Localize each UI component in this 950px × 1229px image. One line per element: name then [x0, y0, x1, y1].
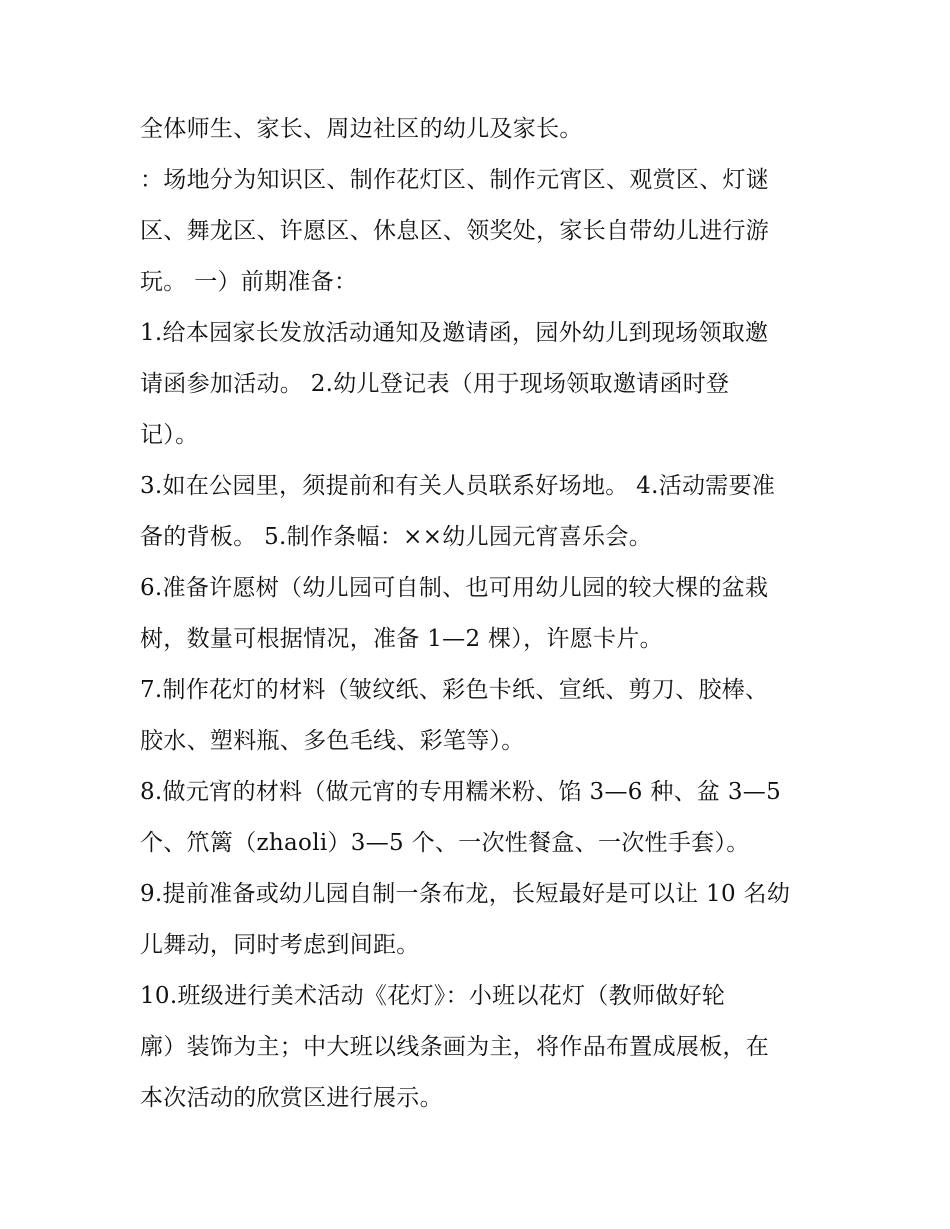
text-line: 7.制作花灯的材料（皱纹纸、彩色卡纸、宣纸、剪刀、胶棒、 — [140, 677, 769, 703]
text-line: ：场地分为知识区、制作花灯区、制作元宵区、观赏区、灯谜 — [140, 167, 770, 193]
text-line: 9.提前准备或幼儿园自制一条布龙，长短最好是可以让 10 名幼 — [140, 881, 791, 907]
text-line: 1.给本园家长发放活动通知及邀请函，园外幼儿到现场领取邀 — [140, 320, 769, 346]
text-line: 3.如在公园里，须提前和有关人员联系好场地。 4.活动需要准 — [140, 473, 776, 499]
text-line: 胶水、塑料瓶、多色毛线、彩笔等）。 — [140, 728, 525, 754]
text-line: 全体师生、家长、周边社区的幼儿及家长。 — [140, 116, 583, 142]
text-line: 备的背板。 5.制作条幅：××幼儿园元宵喜乐会。 — [140, 524, 652, 550]
text-line: 廓）装饰为主；中大班以线条画为主，将作品布置成展板，在 — [140, 1034, 770, 1060]
text-line: 本次活动的欣赏区进行展示。 — [140, 1085, 443, 1111]
document-body — [140, 104, 820, 1124]
text-line: 请函参加活动。 2.幼儿登记表（用于现场领取邀请函时登 — [140, 371, 730, 397]
text-line: 记）。 — [140, 422, 199, 448]
text-line: 个、笊篱（zhaoli）3—5 个、一次性餐盒、一次性手套）。 — [140, 830, 750, 856]
text-line: 区、舞龙区、许愿区、休息区、领奖处，家长自带幼儿进行游 — [140, 218, 770, 244]
text-line: 儿舞动，同时考虑到间距。 — [140, 932, 420, 958]
text-line: 玩。 一）前期准备： — [140, 269, 358, 295]
text-line: 树，数量可根据情况，准备 1—2 棵），许愿卡片。 — [140, 626, 663, 652]
text-line: 6.准备许愿树（幼儿园可自制、也可用幼儿园的较大棵的盆栽 — [140, 575, 769, 601]
text-line: 10.班级进行美术活动《花灯》：小班以花灯（教师做好轮 — [140, 983, 726, 1009]
text-line: 8.做元宵的材料（做元宵的专用糯米粉、馅 3—6 种、盆 3—5 — [140, 779, 782, 805]
